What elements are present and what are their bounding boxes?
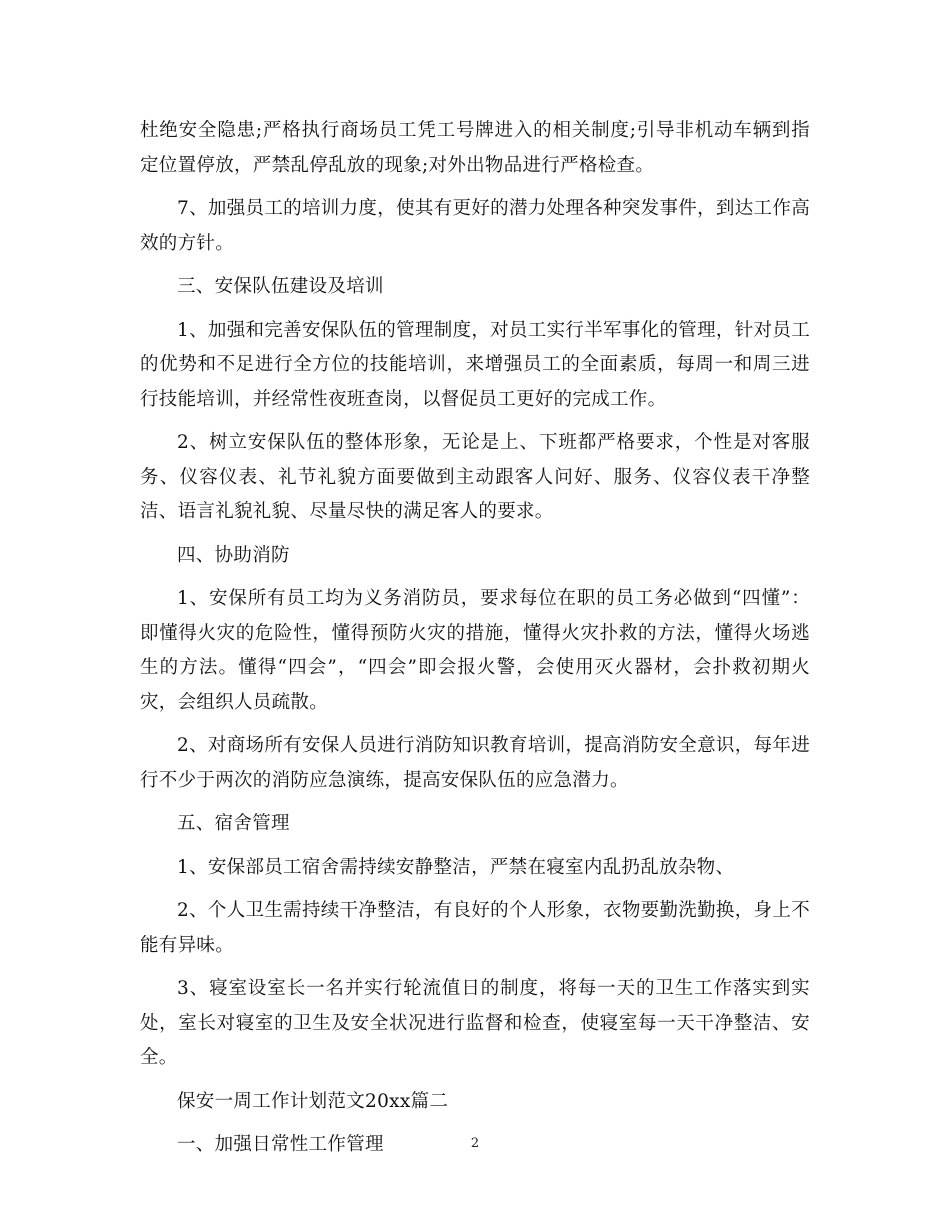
section-heading-9: 五、宿舍管理 bbox=[177, 813, 290, 834]
section-heading-14: 一、加强日常性工作管理 bbox=[177, 1134, 384, 1155]
page-number: 2 bbox=[470, 1136, 480, 1151]
paragraph-8: 2、对商场所有安保人员进行消防知识教育培训，提高消防安全意识，每年进行不少于两次的消防应急演练，提高安保队伍的应急潜力。 bbox=[140, 735, 810, 791]
paragraph-2: 7、加强员工的培训力度，使其有更好的潜力处理各种突发事件，到达工作高效的方针。 bbox=[140, 198, 810, 254]
paragraph-4: 1、加强和完善安保队伍的管理制度，对员工实行半军事化的管理，针对员工的优势和不足进行全方位的技能培训，来增强员工的全面素质，每周一和周三进行技能培训，并经常性夜班查岗，以督促员工更好的完成工作。 bbox=[140, 319, 810, 410]
paragraph-10: 1、安保部员工宿舍需持续安静整洁，严禁在寝室内乱扔乱放杂物、 bbox=[177, 856, 735, 878]
article-title-13: 保安一周工作计划范文20xx篇二 bbox=[177, 1090, 449, 1112]
paragraph-7: 1、安保所有员工均为义务消防员，要求每位在职的员工务必做到“四懂”：即懂得火灾的危险性，懂得预防火灾的措施，懂得火灾扑救的方法，懂得火场逃生的方法。懂得“四会”，“四会”即会报火警，会使用灭火器材，会扑救初期火灾，会组织人员疏散。 bbox=[140, 588, 810, 713]
paragraph-12: 3、寝室设室长一名并实行轮流值日的制度，将每一天的卫生工作落实到实处，室长对寝室的卫生及安全状况进行监督和检查，使寝室每一天干净整洁、安全。 bbox=[140, 978, 810, 1068]
section-heading-3: 三、安保队伍建设及培训 bbox=[177, 276, 384, 297]
paragraph-11: 2、个人卫生需持续干净整洁，有良好的个人形象，衣物要勤洗勤换，身上不能有异味。 bbox=[140, 900, 810, 956]
section-heading-6: 四、协助消防 bbox=[177, 544, 290, 566]
paragraph-1: 杜绝安全隐患;严格执行商场员工凭工号牌进入的相关制度;引导非机动车辆到指定位置停放，严禁乱停乱放的现象;对外出物品进行严格检查。 bbox=[140, 120, 810, 176]
document-body bbox=[140, 114, 810, 1172]
paragraph-5: 2、树立安保队伍的整体形象，无论是上、下班都严格要求，个性是对客服务、仪容仪表、礼节礼貌方面要做到主动跟客人问好、服务、仪容仪表干净整洁、语言礼貌礼貌、尽量尽快的满足客人的要求。 bbox=[140, 432, 810, 522]
